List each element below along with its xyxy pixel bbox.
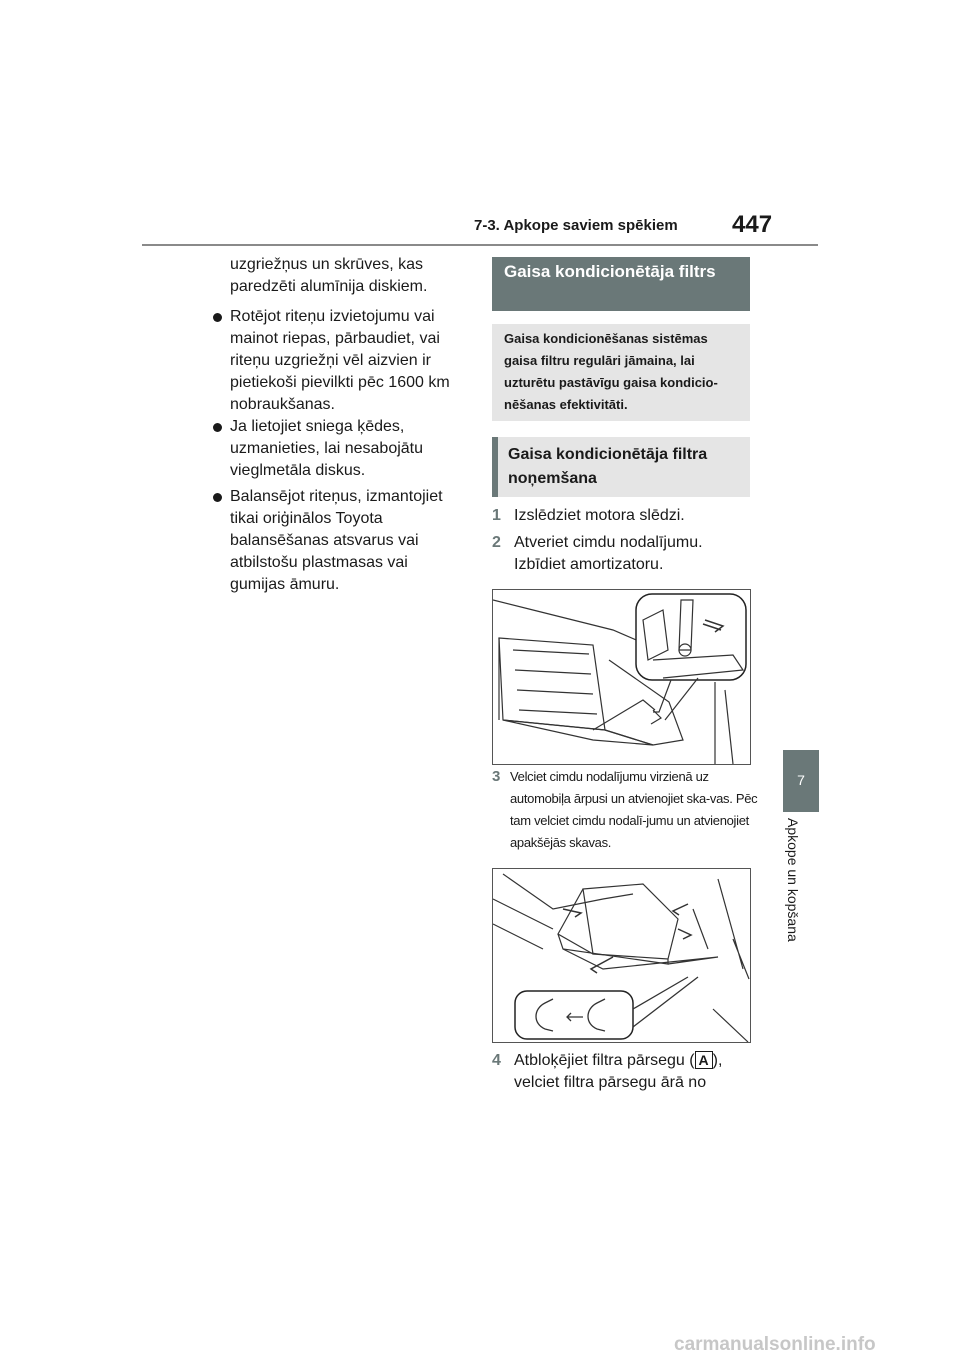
section-header: 7-3. Apkope saviem spēkiem [474, 217, 678, 234]
info-box: Gaisa kondicionēšanas sistēmas gaisa filtru regulāri jāmaina, lai uzturētu pastāvīgu gaisa kondicio-nēšanas efektivitāti. [492, 324, 750, 421]
section-title: Gaisa kondicionētāja filtrs [492, 257, 750, 311]
step-number: 1 [492, 507, 501, 524]
step-text: Izslēdziet motora slēdzi. [514, 507, 685, 524]
step-text [514, 1050, 762, 1094]
bullet-icon [213, 313, 222, 322]
bullet-text: Ja lietojiet sniega ķēdes, uzmanieties, lai nesabojātu vieglmetāla diskus. [230, 418, 424, 479]
bullet-item [230, 486, 462, 596]
glovebox-clips-drawing [493, 869, 750, 1042]
header-divider [142, 244, 818, 246]
glovebox-damper-illustration [492, 589, 751, 765]
bullet-text: Balansējot riteņus, izmantojiet tikai oriģinālos Toyota balansēšanas atsvarus vai atbilstošu plastmasas vai gumijas āmuru. [230, 488, 443, 593]
step-text-part: Atbloķējiet filtra pārsegu ( [514, 1052, 695, 1069]
step-number: 4 [492, 1052, 501, 1069]
bullet-text: Rotējot riteņu izvietojumu vai mainot riepas, pārbaudiet, vai riteņu uzgriežņi vēl aizvien ir pietiekoši pievilkti pēc 1600 km nobraukšanas. [230, 308, 450, 413]
continued-paragraph: uzgriežņus un skrūves, kas paredzēti alumīnija diskiem. [230, 256, 428, 295]
bullet-item [230, 306, 462, 416]
chapter-tab-number: 7 [797, 772, 805, 788]
step-2 [492, 532, 722, 576]
step-text: Atveriet cimdu nodalījumu. Izbīdiet amortizatoru. [514, 534, 703, 573]
step-number: 2 [492, 534, 501, 551]
bullet-icon [213, 493, 222, 502]
step-1 [492, 505, 762, 527]
step-3 [492, 766, 762, 854]
step-text-part: ), velciet filtra pārsegu ārā no [514, 1052, 723, 1091]
subsection-title: Gaisa kondicionētāja filtra noņemšana [492, 437, 750, 497]
watermark: carmanualsonline.info [674, 1334, 876, 1355]
callout-label-a: A [695, 1051, 713, 1069]
glovebox-clips-illustration [492, 868, 751, 1043]
bullet-item [230, 416, 462, 482]
chapter-tab-label: Apkope un kopšana [785, 818, 801, 942]
step-4 [492, 1050, 762, 1094]
glovebox-damper-drawing [493, 590, 750, 764]
page-number: 447 [732, 211, 773, 238]
bullet-icon [213, 423, 222, 432]
step-number: 3 [492, 768, 501, 785]
step-text: Velciet cimdu nodalījumu virzienā uz automobiļa ārpusi un atvienojiet ska-vas. Pēc tam velciet cimdu nodalī-jumu un atvienojiet apakšējās skavas. [510, 769, 758, 850]
